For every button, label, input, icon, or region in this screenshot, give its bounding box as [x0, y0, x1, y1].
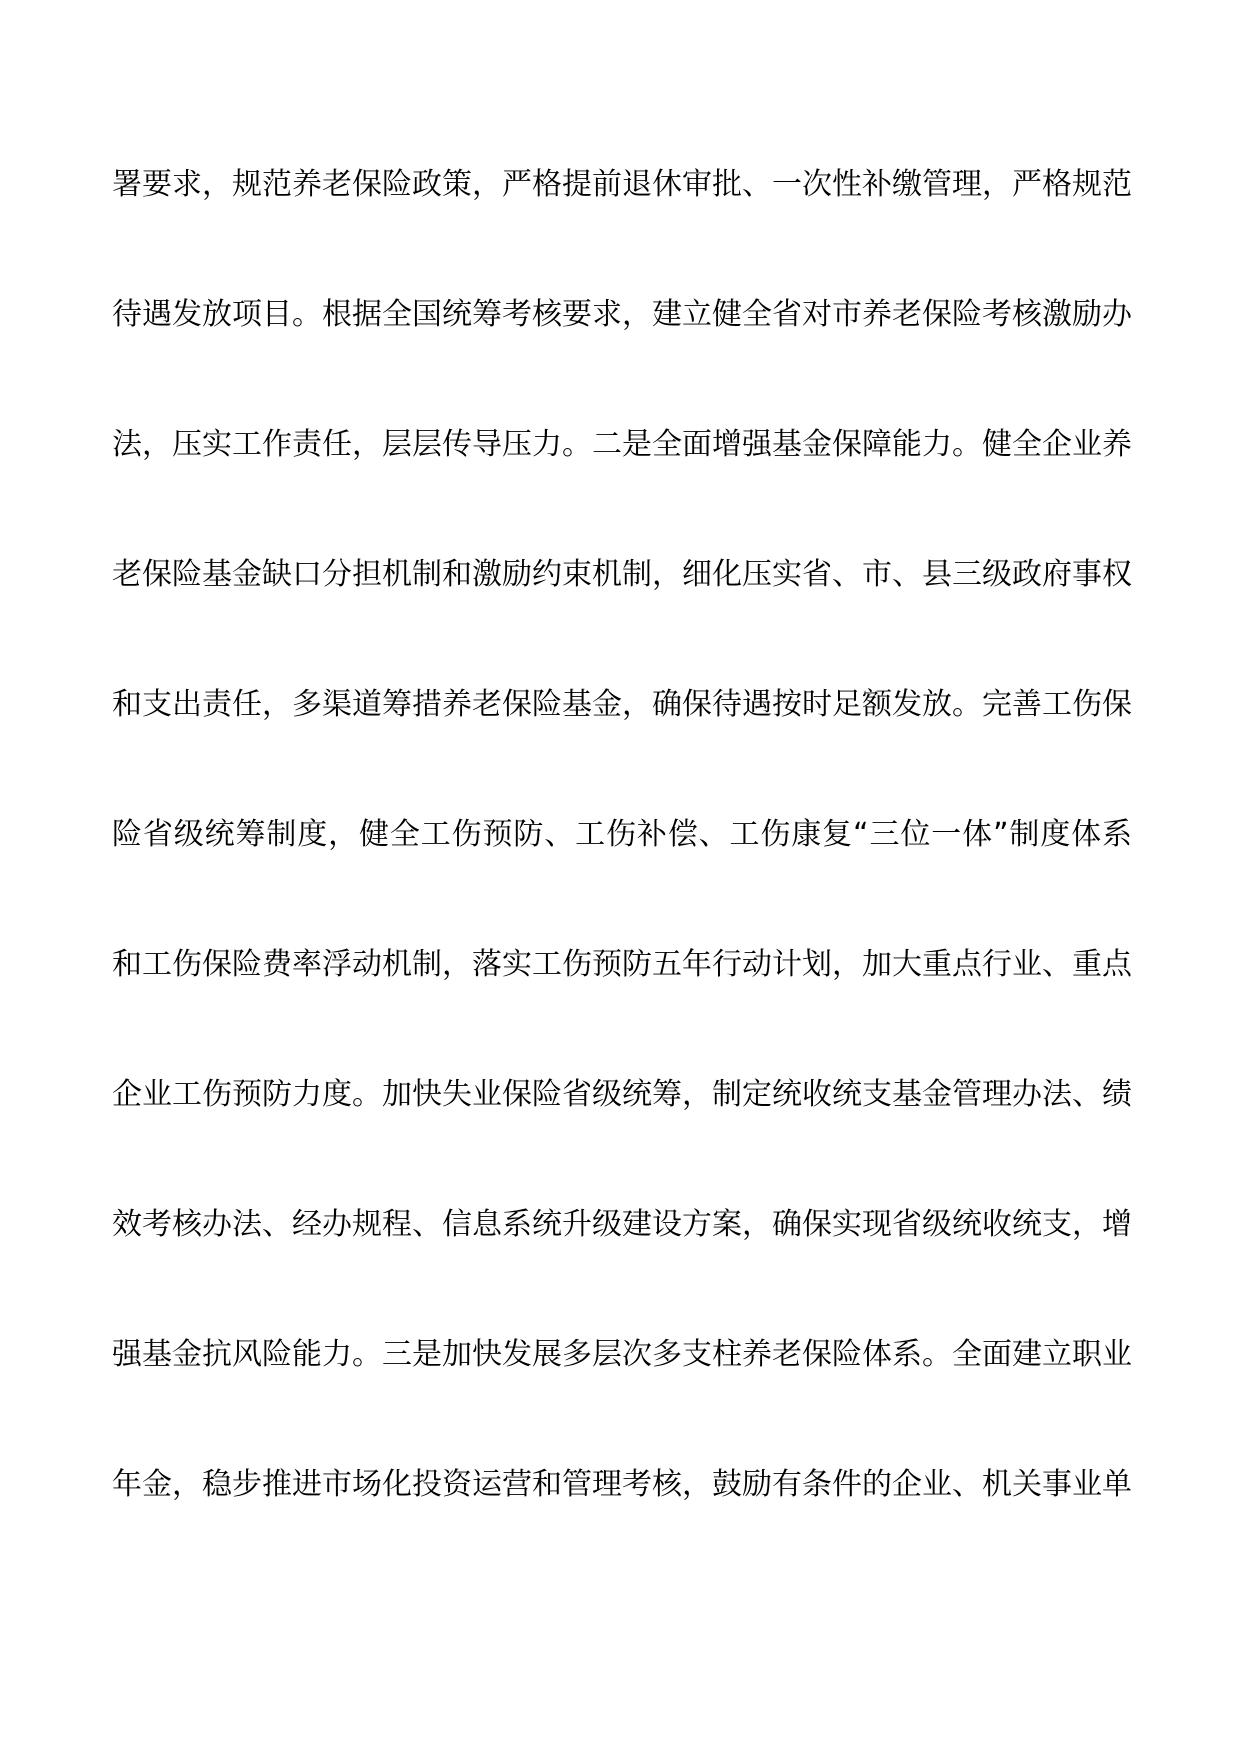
text-line-1: 署要求，规范养老保险政策，严格提前退休审批、一次性补缴管理，严格规范 — [112, 167, 1132, 202]
text-line-4: 老保险基金缺口分担机制和激励约束机制，细化压实省、市、县三级政府事权 — [112, 557, 1132, 592]
text-line-6: 险省级统筹制度，健全工伤预防、工伤补偿、工伤康复“三位一体”制度体系 — [112, 817, 1132, 852]
body-text — [112, 167, 1132, 1600]
text-line-8: 企业工伤预防力度。加快失业保险省级统筹，制定统收统支基金管理办法、绩 — [112, 1077, 1132, 1112]
text-line-2: 待遇发放项目。根据全国统筹考核要求，建立健全省对市养老保险考核激励办 — [112, 297, 1132, 332]
text-line-10: 强基金抗风险能力。三是加快发展多层次多支柱养老保险体系。全面建立职业 — [112, 1337, 1132, 1372]
text-line-11: 年金，稳步推进市场化投资运营和管理考核，鼓励有条件的企业、机关事业单 — [112, 1467, 1132, 1502]
text-line-5: 和支出责任，多渠道筹措养老保险基金，确保待遇按时足额发放。完善工伤保 — [112, 687, 1132, 722]
text-line-7: 和工伤保险费率浮动机制，落实工伤预防五年行动计划，加大重点行业、重点 — [112, 947, 1132, 982]
text-line-9: 效考核办法、经办规程、信息系统升级建设方案，确保实现省级统收统支，增 — [112, 1207, 1132, 1242]
text-line-3: 法，压实工作责任，层层传导压力。二是全面增强基金保障能力。健全企业养 — [112, 427, 1132, 462]
